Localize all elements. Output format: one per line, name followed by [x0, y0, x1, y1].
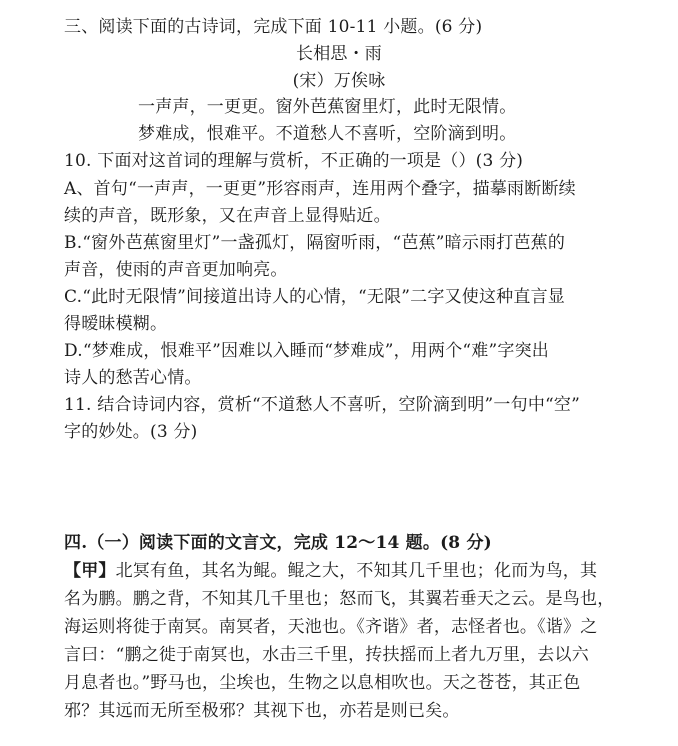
- passage-tag: 【甲】: [64, 561, 116, 581]
- passage-line-1: [64, 560, 597, 582]
- passage-line-6: 邪？其远而无所至极邪？其视下也，亦若是则已矣。: [64, 701, 460, 721]
- option-d-line-1: D.“梦难成，恨难平”因难以入睡而“梦难成”，用两个“难”字突出: [64, 341, 549, 361]
- passage-line-5: 月息者也。”野马也，尘埃也，生物之以息相吹也。天之苍苍，其正色: [64, 673, 581, 693]
- question-11-line-1: 11. 结合诗词内容，赏析“不道愁人不喜听，空阶滴到明”一句中“空”: [64, 395, 581, 415]
- option-c-line-1: C.“此时无限情”间接道出诗人的心情，“无限”二字又使这种直言显: [64, 287, 565, 307]
- option-d-line-2: 诗人的愁苦心情。: [64, 368, 202, 388]
- question-11-line-2: 字的妙处。(3 分): [64, 422, 198, 442]
- option-a-line-2: 续的声音，既形象，又在声音上显得贴近。: [64, 206, 391, 226]
- passage-line-3: 海运则将徙于南冥。南冥者，天池也。《齐谐》者，志怪者也。《谐》之: [64, 617, 598, 637]
- passage-line-4: 言曰：“鹏之徙于南冥也，水击三千里，抟扶摇而上者九万里，去以六: [64, 645, 589, 665]
- option-b-line-1: B.“窗外芭蕉窗里灯”一盏孤灯，隔窗听雨，“芭蕉”暗示雨打芭蕉的: [64, 233, 566, 253]
- passage-line-2: 名为鹏。鹏之背，不知其几千里也；怒而飞，其翼若垂天之云。是鸟也，: [64, 589, 615, 609]
- option-b-line-2: 声音，使雨的声音更加响亮。: [64, 260, 288, 280]
- poem-line-1: 一声声，一更更。窗外芭蕉窗里灯，此时无限情。: [138, 97, 517, 117]
- question-10-stem: 10. 下面对这首词的理解与赏析，不正确的一项是（）(3 分): [64, 151, 524, 171]
- poem-author: (宋）万俟咏: [292, 71, 386, 91]
- section-4-heading: 四.（一）阅读下面的文言文，完成 12～14 题。(8 分): [64, 533, 492, 553]
- passage-text: 北冥有鱼，其名为鲲。鲲之大，不知其几千里也；化而为鸟，其: [115, 561, 598, 581]
- section-3-heading: 三、阅读下面的古诗词，完成下面 10-11 小题。(6 分): [64, 17, 483, 37]
- poem-title: 长相思・雨: [296, 44, 382, 64]
- option-a-line-1: A、首句“一声声，一更更”形容雨声，连用两个叠字，描摹雨断断续: [64, 179, 576, 199]
- option-c-line-2: 得暧昧模糊。: [64, 314, 168, 334]
- poem-line-2: 梦难成，恨难平。不道愁人不喜听，空阶滴到明。: [138, 124, 517, 144]
